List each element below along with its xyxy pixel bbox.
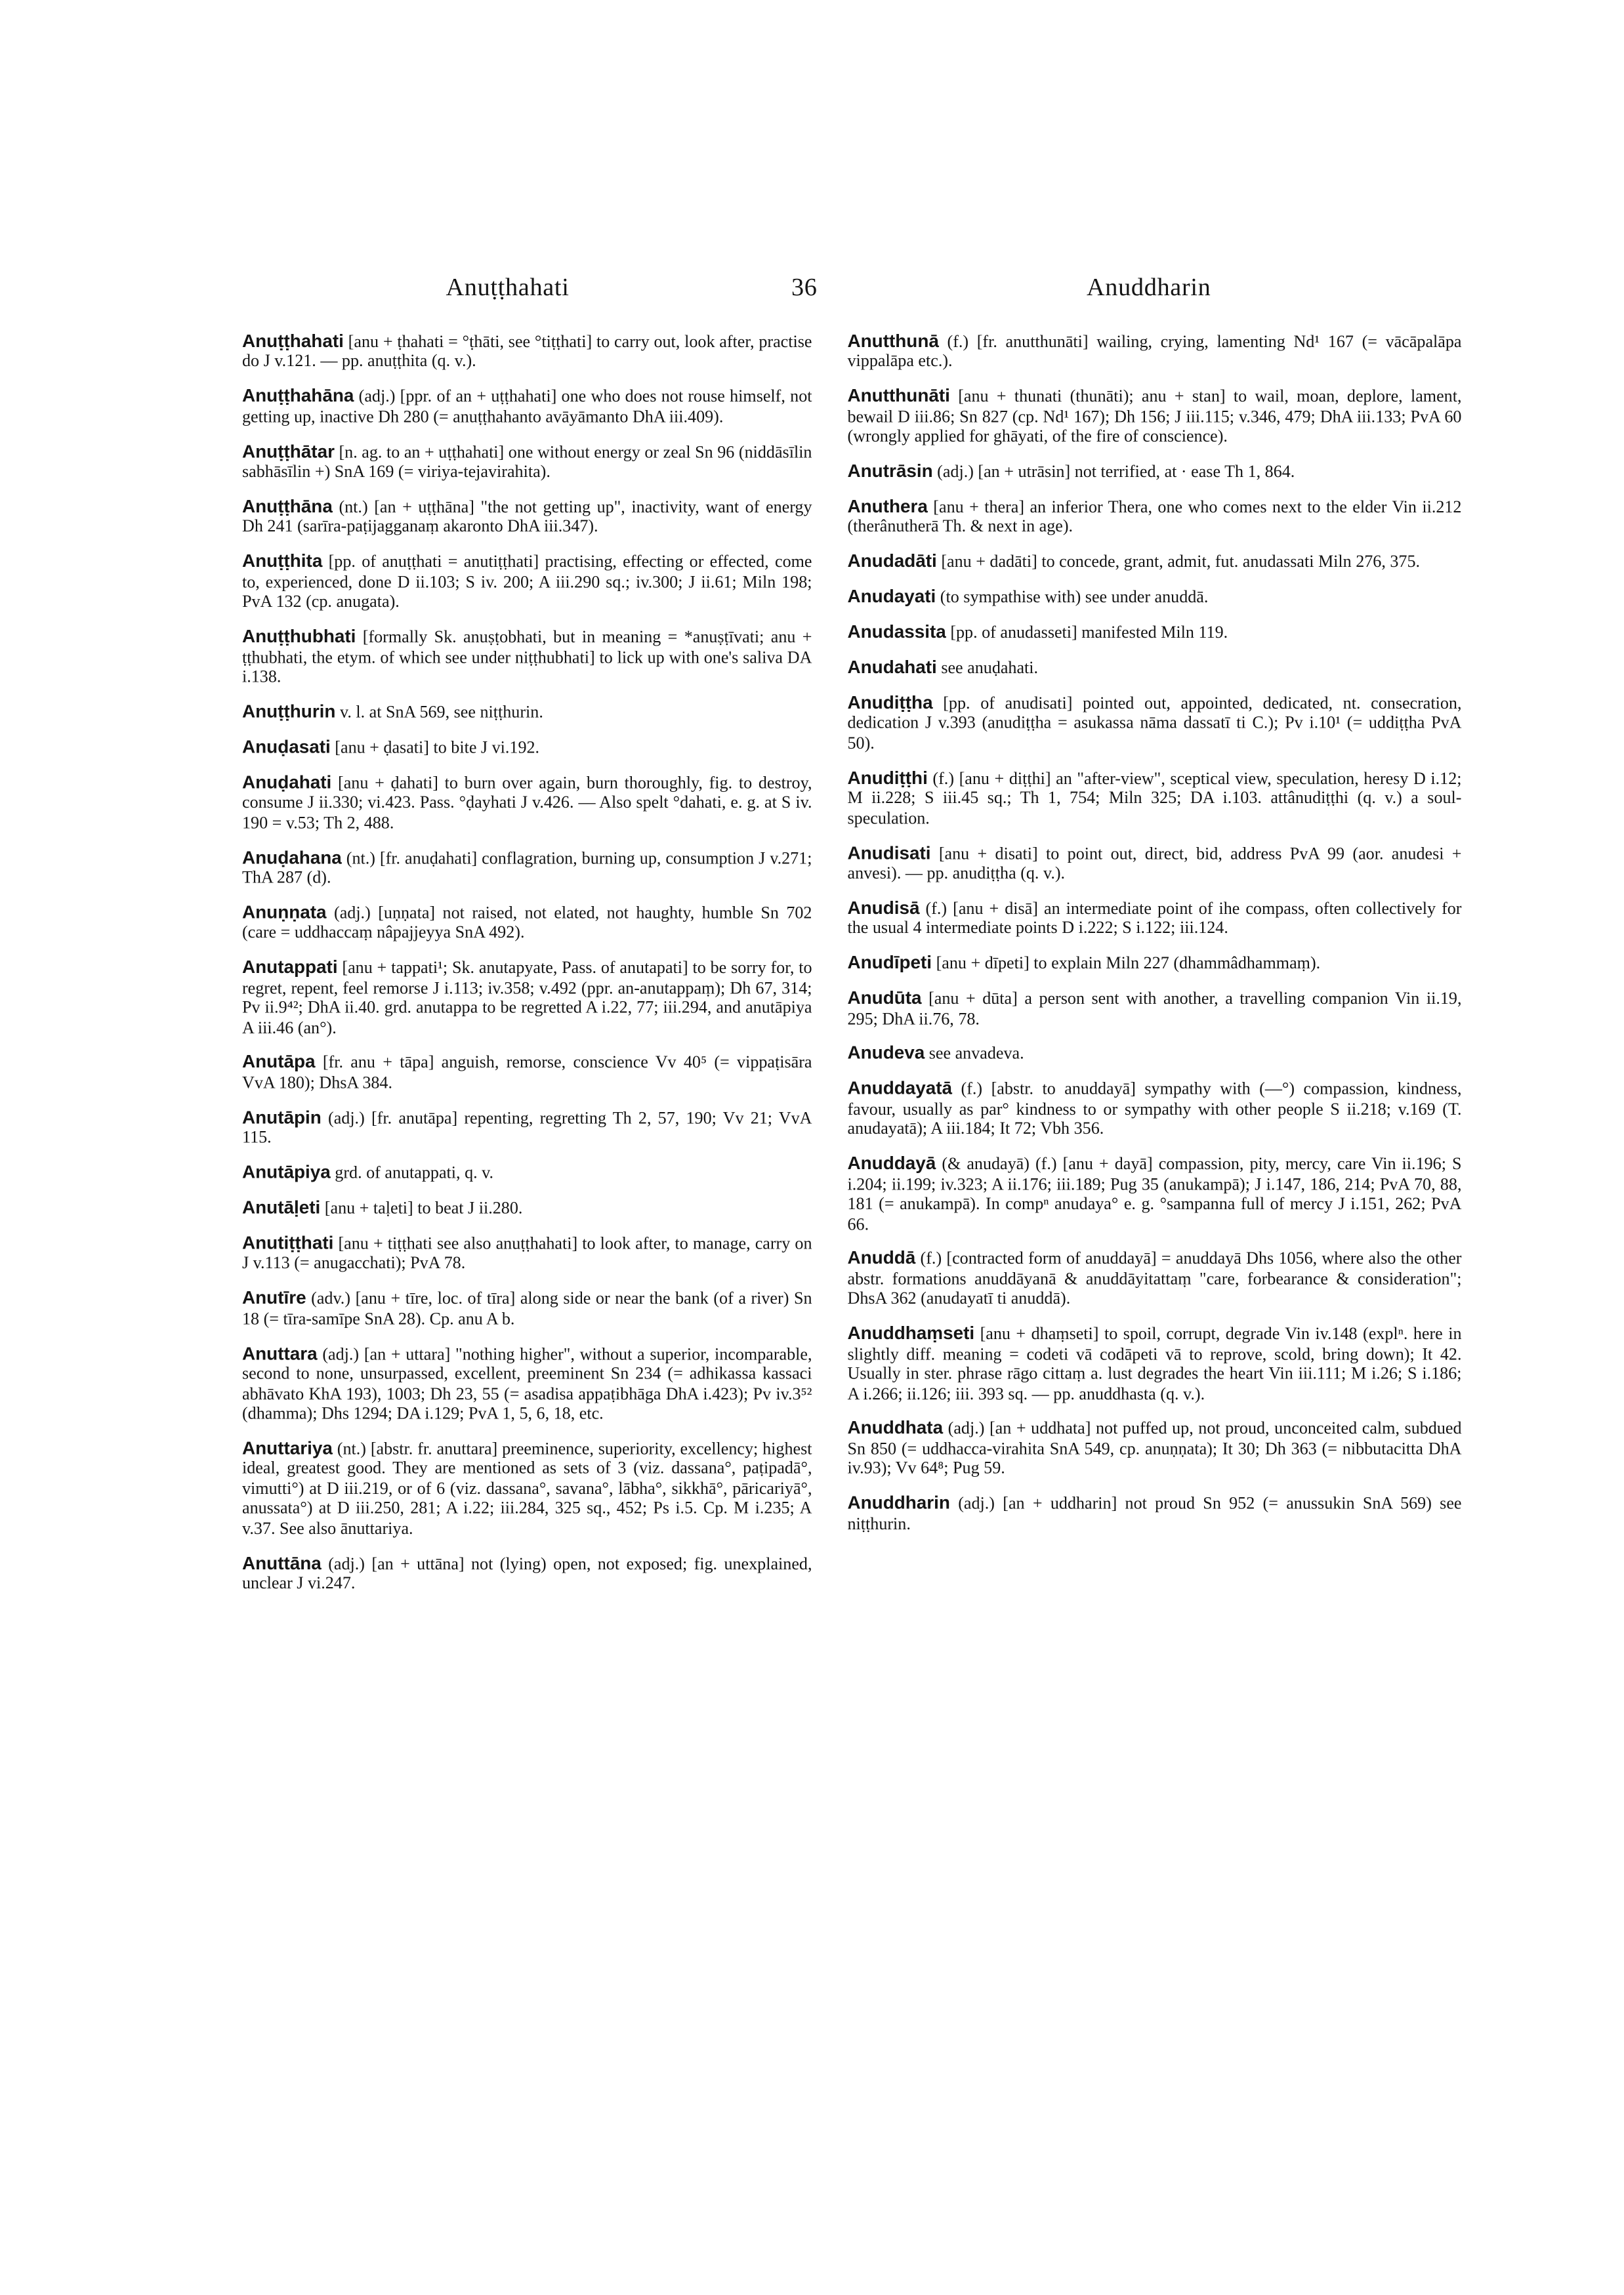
dictionary-entry <box>242 903 812 943</box>
entry-headword: Anuttāna <box>242 1552 322 1573</box>
dictionary-entry <box>848 693 1462 753</box>
entry-definition: (adv.) [anu + tīre, loc. of tīra] along side or near the bank (of a river) Sn 18 (= tīra-samīpe SnA 28). Cp. anu A b. <box>242 1289 812 1329</box>
dictionary-entry <box>848 332 1462 372</box>
entry-headword: Anudadāti <box>847 551 937 572</box>
entry-headword: Anuṭṭhātar <box>242 441 335 462</box>
dictionary-entry <box>242 1439 812 1539</box>
dictionary-entry <box>242 1234 812 1274</box>
dictionary-entry <box>848 659 1462 678</box>
entry-definition: (nt.) [fr. anuḍahati] conflagration, burning up, consumption J v.271; ThA 287 (d). <box>242 848 812 888</box>
dictionary-entry <box>242 1108 812 1148</box>
entry-headword: Anutappati <box>242 957 338 978</box>
entry-definition: (adj.) [an + utrāsin] not terrified, at · ease Th 1, 864. <box>932 462 1295 482</box>
entry-definition: (f.) [anu + disā] an intermediate point of ihe compass, often collectively for the usual 4 intermediate points D i.222; S i.122; iii.124. <box>847 898 1462 938</box>
entry-headword: Anudahati <box>847 657 937 678</box>
entry-definition: [pp. of anudasseti] manifested Miln 119. <box>946 623 1228 643</box>
entry-headword: Anuṭṭhāna <box>242 496 333 517</box>
dictionary-entry <box>242 332 812 372</box>
entry-headword: Anudassita <box>847 621 946 643</box>
entry-definition: [formally Sk. anuṣṭobhati, but in meaning = *anuṣṭīvati; anu + ṭṭhubhati, the etym. of which see under niṭṭhubhati] to lick up with one's saliva DA i.138. <box>242 627 812 687</box>
dictionary-entry <box>848 1155 1462 1234</box>
dictionary-entry <box>242 497 812 537</box>
entry-definition: v. l. at SnA 569, see niṭṭhurin. <box>335 702 543 722</box>
entry-definition: [fr. anu + tāpa] anguish, remorse, conscience Vv 40⁵ (= vippaṭisāra VvA 180); DhsA 384. <box>242 1053 812 1092</box>
dictionary-entry <box>848 1249 1462 1309</box>
dictionary-entry <box>848 954 1462 974</box>
entry-headword: Anutāpiya <box>242 1162 331 1183</box>
entry-definition: (f.) [contracted form of anuddayā] = anuddayā Dhs 1056, where also the other abstr. formations anuddāyanā & anuddāyitattaṃ "care, forbearance & consideration"; DhsA 362 (anudayatī ti anuddā). <box>847 1249 1462 1309</box>
entry-headword: Anuṭṭhahāna <box>242 386 354 407</box>
entry-headword: Anutāpa <box>242 1052 316 1073</box>
entry-headword: Anuddhaṃseti <box>847 1323 975 1344</box>
entry-definition: [anu + taḷeti] to beat J ii.280. <box>320 1199 523 1218</box>
dictionary-entry <box>848 1325 1462 1404</box>
page-number: 36 <box>791 273 818 301</box>
dictionary-entry <box>848 1419 1462 1479</box>
entry-definition: (adj.) [uṇṇata] not raised, not elated, not haughty, humble Sn 702 (care = uddhaccaṃ nâpajjeyya SnA 492). <box>242 903 812 943</box>
entry-definition: (nt.) [abstr. fr. anuttara] preeminence, superiority, excellency; highest ideal, greatest good. They are mentioned as sets of 3 (viz. dassana°, paṭipadā°, vimutti°) at D iii.219, or of 6 (viz. dassana°, savana°, lābha°, sikkhā°, pāricariyā°, anussata°) at D iii.250, 281; A i.22; iii.284, 325 sq., 452; Ps i.5. Cp. M i.235; A v.37. See also ānuttariya. <box>242 1439 812 1538</box>
entry-definition: (f.) [fr. anutthunāti] wailing, crying, lamenting Nd¹ 167 (= vācāpalāpa vippalāpa etc.). <box>847 332 1462 371</box>
entry-definition: [anu + dadāti] to concede, grant, admit, fut. anudassati Miln 276, 375. <box>936 552 1421 572</box>
dictionary-entry <box>848 899 1462 939</box>
entry-headword: Anuṭṭhahati <box>242 331 344 352</box>
entry-definition: (adj.) [an + uddharin] not proud Sn 952 (= anussukin SnA 569) see niṭṭhurin. <box>847 1494 1462 1534</box>
entry-definition: (to sympathise with) see under anuddā. <box>936 588 1209 608</box>
dictionary-entry <box>848 623 1462 643</box>
entry-headword: Anudūta <box>847 987 922 1008</box>
entry-headword: Anuddā <box>847 1248 916 1269</box>
dictionary-entry <box>848 989 1462 1029</box>
dictionary-entry <box>242 773 812 833</box>
entry-definition: (nt.) [an + uṭṭhāna] "the not getting up", inactivity, want of energy Dh 241 (sarīra-paṭijagganaṃ akaronto DhA iii.347). <box>242 497 812 537</box>
entry-headword: Anutīre <box>242 1287 306 1309</box>
entry-definition: (& anudayā) (f.) [anu + dayā] compassion, pity, mercy, care Vin ii.196; S i.204; ii.199; iv.323; A ii.176; iii.189; Pug 35 (anukampā); J i.147, 186, 214; PvA 70, 88, 181 (= anukampā). In compⁿ anudaya° e. g. °sampanna full of mercy J i.151, 262; PvA 66. <box>847 1154 1462 1233</box>
entry-definition: (adj.) [an + uddhata] not puffed up, not proud, unconceited calm, subdued Sn 850 (= uddhacca-virahita SnA 549, cp. anuṇṇata); It 30; Dh 363 (= nibbutacitta DhA iv.93); Vv 64⁸; Pug 59. <box>847 1419 1462 1479</box>
entry-headword: Anutrāsin <box>847 461 933 482</box>
entry-headword: Anuddayā <box>847 1153 936 1174</box>
entry-headword: Anuddhata <box>847 1417 944 1439</box>
entry-headword: Anudiṭṭha <box>847 692 933 713</box>
entry-definition: (f.) [anu + diṭṭhi] an "after-view", sceptical view, speculation, heresy D i.12; M ii.228; S iii.45 sq.; Th 1, 754; Miln 325; DA i.103. attânudiṭṭhi (q. v.) a soul-speculation. <box>847 768 1462 828</box>
entry-definition: (adj.) [fr. anutāpa] repenting, regretting Th 2, 57, 190; Vv 21; VvA 115. <box>242 1108 812 1148</box>
dictionary-entry <box>848 387 1462 447</box>
dictionary-entry <box>242 1554 812 1594</box>
right-column <box>848 332 1462 1549</box>
entry-headword: Anuddharin <box>847 1493 950 1514</box>
entry-headword: Anuḍahana <box>242 846 342 867</box>
dictionary-entry <box>848 1080 1462 1140</box>
entry-definition: grd. of anutappati, q. v. <box>330 1163 494 1183</box>
entry-headword: Anudayati <box>847 586 936 608</box>
entry-headword: Anudisā <box>847 897 920 919</box>
dictionary-entry <box>848 497 1462 537</box>
entry-definition: [anu + thunati (thunāti); anu + stan] to wail, moan, deplore, lament, bewail D iii.86; Sn 827 (cp. Nd¹ 167); Dh 156; J iii.115; v.346, 479; DhA iii.133; PvA 60 (wrongly applied for ghāyati, of the fire of conscience). <box>847 387 1462 447</box>
entry-headword: Anutthunāti <box>847 386 950 407</box>
entry-headword: Anudisati <box>847 842 931 863</box>
entry-definition: [pp. of anudisati] pointed out, appointed, dedicated, nt. consecration, dedication J v.393 (anudiṭṭha = asukassa nāma dassatī ti C.); Pv i.10¹ (= uddiṭṭha PvA 50). <box>847 693 1462 753</box>
entry-headword: Anuṭṭhubhati <box>242 626 356 647</box>
entry-definition: (adj.) [an + uttāna] not (lying) open, not exposed; fig. unexplained, unclear J vi.247. <box>242 1554 812 1593</box>
dictionary-entry <box>848 588 1462 608</box>
dictionary-entry <box>242 703 812 722</box>
entry-headword: Anudiṭṭhi <box>847 767 928 788</box>
entry-definition: [anu + ṭhahati = °ṭhāti, see °tiṭṭhati] to carry out, look after, practise do J v.121. — pp. anuṭṭhita (q. v.). <box>242 332 812 371</box>
dictionary-entry <box>242 442 812 482</box>
dictionary-entry <box>242 848 812 888</box>
dictionary-entry <box>242 959 812 1038</box>
entry-definition: [anu + tappati¹; Sk. anutapyate, Pass. of anutapati] to be sorry for, to regret, repent, feel remorse J i.113; iv.358; v.492 (ppr. an-anutappaṃ); Dh 67, 314; Pv ii.9⁴²; DhA ii.40. grd. anutappa to be regretted A i.22, 77; iii.294, and anutāpiya A iii.46 (an°). <box>242 958 812 1037</box>
entry-headword: Anuddayatā <box>847 1078 953 1099</box>
entry-headword: Anutāpin <box>242 1107 322 1128</box>
dictionary-entry <box>242 628 812 688</box>
running-head-right: Anuddharin <box>1087 273 1211 301</box>
entry-definition: (adj.) [an + uttara] "nothing higher", without a superior, incomparable, second to none, unsurpassed, excellent, preeminent Sn 234 (= adhikassa kassaci abhāvato KhA 193), 1003; Dh 23, 55 (= asadisa appaṭibhāga DhA i.423); Pv iv.3⁵² (dhamma); Dhs 1294; DA i.129; PvA 1, 5, 6, 18, etc. <box>242 1344 812 1423</box>
dictionary-entry <box>242 738 812 758</box>
entry-headword: Anuḍahati <box>242 772 332 793</box>
entry-headword: Anuṭṭhita <box>242 551 323 572</box>
dictionary-entry <box>848 552 1462 572</box>
dictionary-entry <box>242 1344 812 1424</box>
entry-definition: [pp. of anuṭṭhati = anutiṭṭhati] practising, effecting or effected, come to, experienced, done D ii.103; S iv. 200; A iii.290 sq.; iv.300; J ii.61; Miln 198; PvA 132 (cp. anugata). <box>242 552 812 612</box>
running-head-left: Anuṭṭhahati <box>446 273 570 301</box>
entry-headword: Anudeva <box>847 1043 925 1064</box>
dictionary-entry <box>242 1289 812 1329</box>
entry-headword: Anuḍasati <box>242 736 331 757</box>
entry-headword: Anuṭṭhurin <box>242 701 336 722</box>
entry-definition: [anu + tiṭṭhati see also anuṭṭhahati] to look after, to manage, carry on J v.113 (= anugacchati); PvA 78. <box>242 1233 812 1273</box>
entry-definition: (f.) [abstr. to anuddayā] sympathy with (—°) compassion, kindness, favour, usually as par° kindness to or sympathy with other people S ii.218; v.169 (T. anudayatā); A iii.184; It 72; Vbh 356. <box>847 1079 1462 1139</box>
entry-definition: [anu + dīpeti] to explain Miln 227 (dhammâdhammaṃ). <box>932 953 1321 974</box>
entry-definition: [anu + ḍasati] to bite J vi.192. <box>330 737 540 757</box>
entry-headword: Anudīpeti <box>847 952 932 974</box>
entry-definition: see anvadeva. <box>925 1044 1024 1064</box>
entry-headword: Anuṇṇata <box>242 901 327 923</box>
entry-definition: [anu + dhaṃseti] to spoil, corrupt, degrade Vin iv.148 (explⁿ. here in slightly diff. meaning = codeti vā codāpeti vā to reprove, scold, bring down); It 42. Usually in ster. phrase rāgo cittaṃ a. lust degrades the heart Vin iii.111; M i.26; S i.186; A i.266; ii.126; iii. 393 sq. — pp. anuddhasta (q. v.). <box>847 1324 1462 1403</box>
dictionary-entry <box>242 552 812 612</box>
dictionary-entry <box>242 1163 812 1183</box>
entry-definition: [n. ag. to an + uṭṭhahati] one without energy or zeal Sn 96 (niddāsīlin sabhāsīlin +) SnA 169 (= viriya-tejavirahita). <box>242 442 812 482</box>
entry-definition: [anu + thera] an inferior Thera, one who comes next to the elder Vin ii.212 (therânutherā Th. & next in age). <box>847 497 1462 537</box>
entry-headword: Anutthunā <box>847 331 939 352</box>
entry-definition: (adj.) [ppr. of an + uṭṭhahati] one who does not rouse himself, not getting up, inactive Dh 280 (= anuṭṭhahanto avāyāmanto DhA iii.409). <box>242 387 812 426</box>
entry-headword: Anutiṭṭhati <box>242 1232 334 1254</box>
entry-headword: Anuttariya <box>242 1437 333 1458</box>
dictionary-entry <box>848 769 1462 829</box>
dictionary-entry <box>848 1044 1462 1064</box>
entry-headword: Anutāḷeti <box>242 1197 321 1218</box>
entry-definition: [anu + disati] to point out, direct, bid, address PvA 99 (aor. anudesi + anvesi). — pp. anudiṭṭha (q. v.). <box>847 843 1462 883</box>
entry-headword: Anuthera <box>847 496 928 517</box>
entry-definition: see anuḍahati. <box>936 658 1039 678</box>
dictionary-entry <box>848 844 1462 884</box>
dictionary-entry <box>242 1199 812 1218</box>
left-column <box>242 332 812 1609</box>
dictionary-entry <box>242 1053 812 1093</box>
dictionary-entry <box>848 1495 1462 1535</box>
entry-headword: Anuttara <box>242 1342 318 1364</box>
entry-definition: [anu + dūta] a person sent with another, a travelling companion Vin ii.19, 295; DhA ii.76, 78. <box>847 989 1462 1029</box>
entry-definition: [anu + ḍahati] to burn over again, burn thoroughly, fig. to destroy, consume J ii.330; vi.423. Pass. °ḍayhati J v.426. — Also spelt °dahati, e. g. at S iv. 190 = v.53; Th 2, 488. <box>242 773 812 833</box>
dictionary-entry <box>242 387 812 427</box>
dictionary-entry <box>848 463 1462 482</box>
